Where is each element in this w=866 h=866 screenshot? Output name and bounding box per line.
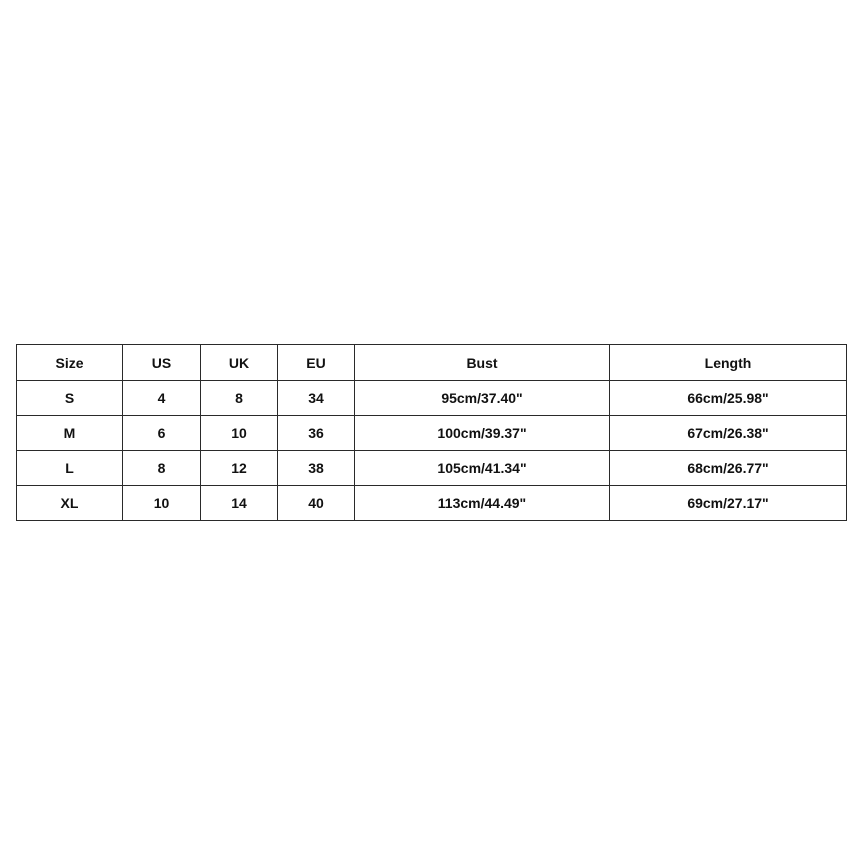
header-cell-bust: Bust: [355, 345, 610, 381]
cell-uk: 12: [201, 451, 278, 486]
cell-size: XL: [17, 486, 123, 521]
cell-us: 4: [123, 381, 201, 416]
cell-bust: 113cm/44.49": [355, 486, 610, 521]
cell-length: 66cm/25.98": [610, 381, 847, 416]
header-row: [17, 345, 847, 381]
header-cell-eu: EU: [278, 345, 355, 381]
header-cell-size: Size: [17, 345, 123, 381]
table-row: [17, 451, 847, 486]
cell-eu: 36: [278, 416, 355, 451]
cell-bust: 100cm/39.37": [355, 416, 610, 451]
cell-eu: 38: [278, 451, 355, 486]
header-cell-us: US: [123, 345, 201, 381]
cell-us: 10: [123, 486, 201, 521]
cell-bust: 95cm/37.40": [355, 381, 610, 416]
header-cell-uk: UK: [201, 345, 278, 381]
cell-uk: 10: [201, 416, 278, 451]
cell-length: 69cm/27.17": [610, 486, 847, 521]
table-row: [17, 486, 847, 521]
cell-uk: 14: [201, 486, 278, 521]
cell-size: L: [17, 451, 123, 486]
table-row: [17, 416, 847, 451]
cell-length: 68cm/26.77": [610, 451, 847, 486]
cell-us: 6: [123, 416, 201, 451]
cell-bust: 105cm/41.34": [355, 451, 610, 486]
cell-us: 8: [123, 451, 201, 486]
cell-size: M: [17, 416, 123, 451]
cell-eu: 34: [278, 381, 355, 416]
cell-eu: 40: [278, 486, 355, 521]
table-row: [17, 381, 847, 416]
cell-length: 67cm/26.38": [610, 416, 847, 451]
cell-size: S: [17, 381, 123, 416]
header-cell-length: Length: [610, 345, 847, 381]
size-chart-table: [16, 344, 847, 521]
cell-uk: 8: [201, 381, 278, 416]
